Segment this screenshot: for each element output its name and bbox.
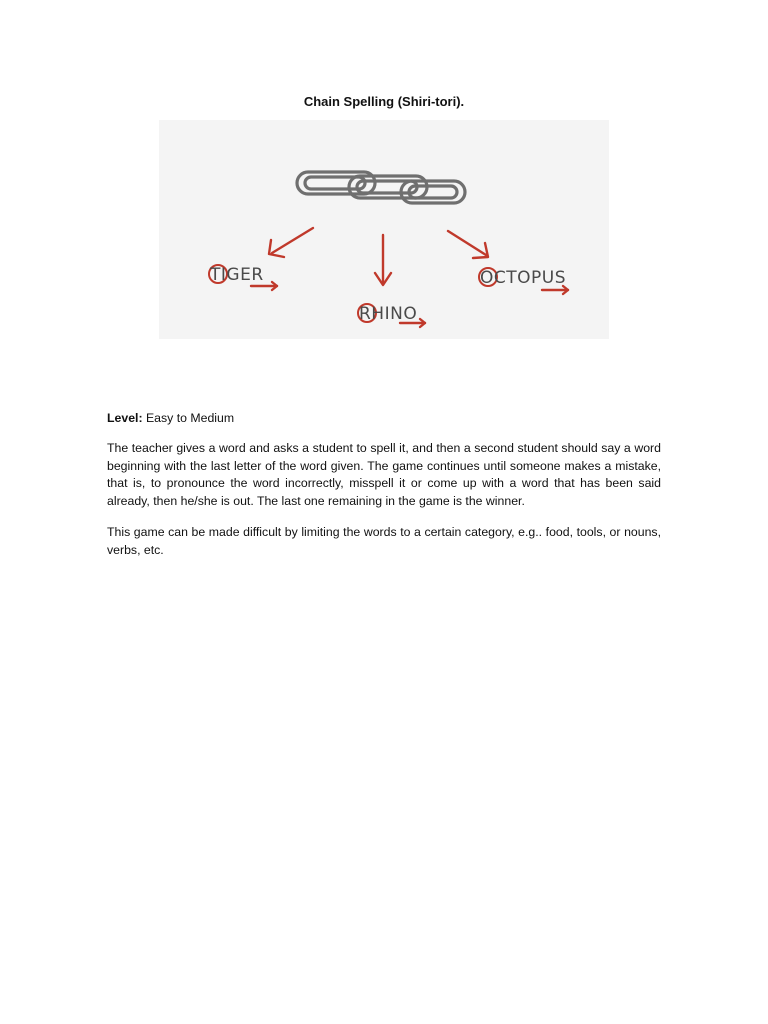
level-line	[107, 410, 661, 428]
word-tiger: TIGER	[210, 265, 264, 285]
paragraph-difficulty	[107, 524, 661, 572]
arrow-down-icon	[375, 235, 391, 285]
level-label: Level:	[107, 411, 143, 425]
paragraph-text: The teacher gives a word and asks a student to spell it, and then a second student should say a word beginning with the last letter of the word given. The game continues until someone makes a mistake, that is, to pronounce the word incorrectly, misspell it or come up with a word that has been said already, then he/she is out. The last one remaining in the game is the winner.	[107, 441, 661, 508]
word-rhino: RHINO	[359, 304, 418, 324]
arrow-left-down-icon	[269, 228, 313, 257]
arrow-right-down-icon	[448, 231, 488, 258]
paragraph-rules	[107, 440, 661, 523]
paragraph-text: This game can be made difficult by limiting the words to a certain category, e.g.. food, tools, or nouns, verbs, etc.	[107, 525, 661, 557]
paperclip-chain-icon	[297, 172, 465, 203]
level-value: Easy to Medium	[142, 411, 235, 425]
chain-spelling-illustration	[159, 120, 609, 339]
illustration-svg	[159, 120, 609, 339]
document-title: Chain Spelling (Shiri-tori).	[303, 94, 465, 109]
word-octopus: OCTOPUS	[480, 268, 567, 288]
